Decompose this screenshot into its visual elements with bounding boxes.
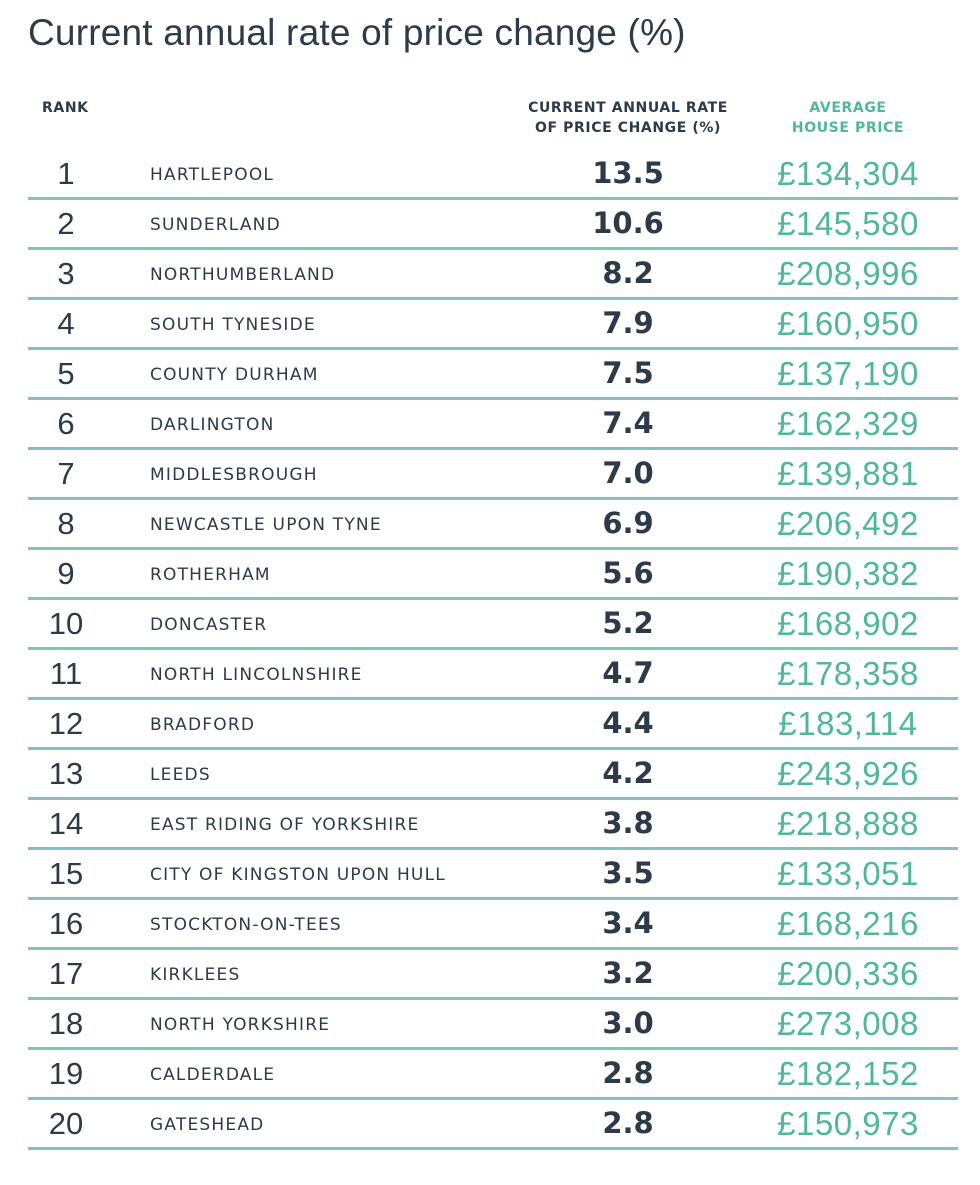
area-name-cell: NORTH YORKSHIRE — [150, 1015, 331, 1035]
price-cell: £218,888 — [777, 805, 919, 842]
rate-header-line2: OF PRICE CHANGE (%) — [535, 120, 721, 136]
area-name-cell: SUNDERLAND — [150, 215, 281, 235]
area-name-cell: KIRKLEES — [150, 965, 241, 985]
price-cell: £162,329 — [777, 405, 919, 442]
price-cell: £133,051 — [777, 855, 919, 892]
price-cell: £183,114 — [778, 705, 918, 742]
rate-cell: 3.4 — [602, 906, 654, 940]
table-row — [28, 550, 958, 600]
price-cell: £200,336 — [777, 955, 919, 992]
price-cell: £208,996 — [777, 255, 919, 292]
rank-cell: 6 — [57, 406, 75, 441]
price-cell: £134,304 — [777, 155, 919, 192]
area-name-cell: CITY OF KINGSTON UPON HULL — [150, 865, 446, 885]
rank-cell: 5 — [57, 356, 75, 391]
area-name-cell: EAST RIDING OF YORKSHIRE — [150, 815, 420, 835]
area-name-cell: HARTLEPOOL — [150, 165, 275, 185]
table-row — [28, 1000, 958, 1050]
rate-cell: 4.7 — [602, 656, 654, 690]
rank-cell: 2 — [57, 206, 75, 241]
table-row — [28, 600, 958, 650]
rate-cell: 7.9 — [602, 306, 654, 340]
rank-cell: 14 — [48, 806, 84, 841]
table-row — [28, 200, 958, 250]
table-row — [28, 1100, 958, 1150]
table-row — [28, 150, 958, 200]
area-name-cell: DONCASTER — [150, 615, 268, 635]
table-row — [28, 500, 958, 550]
rank-cell: 16 — [48, 906, 84, 941]
rate-cell: 3.8 — [602, 806, 654, 840]
rate-cell: 3.0 — [602, 1006, 654, 1040]
rank-cell: 7 — [57, 456, 75, 491]
rate-cell: 7.4 — [602, 406, 654, 440]
price-cell: £168,902 — [777, 605, 919, 642]
rate-cell: 8.2 — [602, 256, 654, 290]
rank-cell: 12 — [48, 706, 84, 741]
rank-cell: 13 — [48, 756, 84, 791]
price-cell: £145,580 — [777, 205, 919, 242]
rank-cell: 20 — [48, 1106, 84, 1141]
price-cell: £150,973 — [777, 1105, 919, 1142]
table-row — [28, 350, 958, 400]
table-row — [28, 450, 958, 500]
area-name-cell: NEWCASTLE UPON TYNE — [150, 515, 382, 535]
rank-column-header — [42, 98, 89, 118]
price-cell: £139,881 — [777, 455, 919, 492]
area-name-cell: DARLINGTON — [150, 415, 275, 435]
rate-cell: 13.5 — [592, 156, 664, 190]
table-row — [28, 850, 958, 900]
rank-cell: 11 — [49, 656, 83, 691]
rank-cell: 19 — [48, 1056, 84, 1091]
rate-cell: 7.5 — [602, 356, 654, 390]
rate-cell: 7.0 — [602, 456, 654, 490]
rate-cell: 3.2 — [602, 956, 654, 990]
rate-cell: 10.6 — [592, 206, 664, 240]
rate-cell: 2.8 — [602, 1056, 654, 1090]
rate-cell: 5.2 — [602, 606, 654, 640]
area-name-cell: CALDERDALE — [150, 1065, 276, 1085]
rank-cell: 4 — [57, 306, 75, 341]
table-row — [28, 650, 958, 700]
table-row — [28, 950, 958, 1000]
price-cell: £243,926 — [777, 755, 919, 792]
table-row — [28, 800, 958, 850]
price-cell: £168,216 — [777, 905, 919, 942]
rank-cell: 10 — [48, 606, 84, 641]
area-name-cell: GATESHEAD — [150, 1115, 265, 1135]
rank-cell: 17 — [48, 956, 84, 991]
price-cell: £137,190 — [777, 355, 919, 392]
rate-cell: 3.5 — [602, 856, 654, 890]
page-title: Current annual rate of price change (%) — [28, 12, 686, 53]
price-cell: £160,950 — [777, 305, 919, 342]
rate-column-header — [508, 98, 748, 138]
rate-header-line1: CURRENT ANNUAL RATE — [528, 100, 728, 116]
price-cell: £182,152 — [777, 1055, 919, 1092]
table-row — [28, 900, 958, 950]
table-row — [28, 250, 958, 300]
rate-cell: 6.9 — [602, 506, 654, 540]
area-name-cell: STOCKTON-ON-TEES — [150, 915, 342, 935]
table-row — [28, 750, 958, 800]
rank-header-label: RANK — [42, 100, 89, 116]
table-row — [28, 400, 958, 450]
price-cell: £190,382 — [777, 555, 919, 592]
rate-cell: 4.4 — [602, 706, 654, 740]
ranking-table — [28, 150, 958, 1150]
area-name-cell: COUNTY DURHAM — [150, 365, 319, 385]
area-name-cell: ROTHERHAM — [150, 565, 271, 585]
rank-cell: 3 — [57, 256, 75, 291]
rank-cell: 15 — [48, 856, 84, 891]
area-name-cell: NORTHUMBERLAND — [150, 265, 336, 285]
table-row — [28, 300, 958, 350]
rank-cell: 18 — [48, 1006, 84, 1041]
rank-cell: 1 — [57, 156, 75, 191]
area-name-cell: NORTH LINCOLNSHIRE — [150, 665, 363, 685]
price-cell: £178,358 — [777, 655, 919, 692]
price-cell: £206,492 — [777, 505, 919, 542]
area-name-cell: SOUTH TYNESIDE — [150, 315, 316, 335]
price-header-line2: HOUSE PRICE — [791, 120, 905, 136]
price-column-header — [758, 98, 938, 138]
price-cell: £273,008 — [777, 1005, 919, 1042]
price-header-line1: AVERAGE — [809, 100, 887, 116]
area-name-cell: LEEDS — [150, 765, 211, 785]
area-name-cell: BRADFORD — [150, 715, 256, 735]
rate-cell: 5.6 — [602, 556, 654, 590]
rate-cell: 2.8 — [602, 1106, 654, 1140]
area-name-cell: MIDDLESBROUGH — [150, 465, 318, 485]
table-row — [28, 700, 958, 750]
rank-cell: 8 — [57, 506, 75, 541]
rank-cell: 9 — [57, 556, 75, 591]
table-row — [28, 1050, 958, 1100]
rate-cell: 4.2 — [602, 756, 654, 790]
